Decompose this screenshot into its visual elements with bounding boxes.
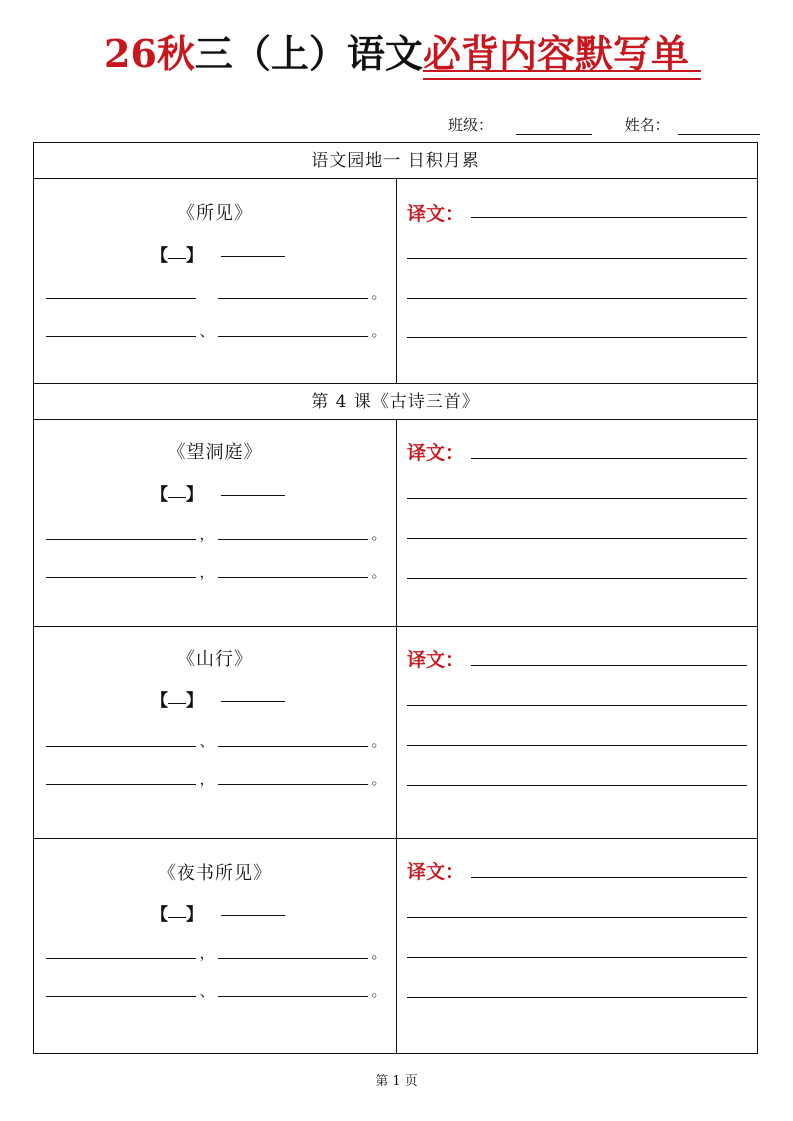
author-blank[interactable]: [168, 686, 186, 704]
verse-line-2: ， 。: [46, 562, 390, 582]
verse-blank[interactable]: [46, 524, 196, 540]
dynasty-blank[interactable]: [221, 900, 285, 916]
verse-blank[interactable]: [218, 283, 368, 299]
author-blank[interactable]: [168, 241, 186, 259]
verse-line-1: 、 。: [46, 731, 390, 751]
poem-row-2: [34, 420, 757, 627]
translation-label: 译文：: [407, 203, 465, 225]
poem-title: 《所见》: [177, 203, 253, 224]
verse-blank[interactable]: [218, 731, 368, 747]
verse-line-1: ， 。: [46, 524, 390, 544]
verse-blank[interactable]: [218, 562, 368, 578]
verse-blank[interactable]: [218, 943, 368, 959]
translation-line[interactable]: [407, 578, 747, 579]
translation-line[interactable]: [407, 997, 747, 998]
title-worksheet-name: 必背内容默写单: [423, 28, 689, 80]
dynasty-blank[interactable]: [221, 241, 285, 257]
translation-line[interactable]: [471, 877, 747, 878]
dictation-table: [33, 142, 758, 1054]
translation-label: 译文：: [407, 861, 465, 883]
section-header-1: 语文园地一 日积月累: [34, 143, 757, 179]
translation-line[interactable]: [471, 217, 747, 218]
column-divider: [396, 420, 397, 626]
dynasty-blank[interactable]: [221, 686, 285, 702]
author-line: 【 】: [151, 686, 285, 711]
class-label: 班级：: [448, 116, 494, 134]
poem-row-3: [34, 627, 757, 839]
translation-line[interactable]: [407, 258, 747, 259]
poem-title: 《望洞庭》: [167, 442, 263, 463]
translation-label: 译文：: [407, 442, 465, 464]
author-blank[interactable]: [168, 480, 186, 498]
translation-line[interactable]: [407, 538, 747, 539]
translation-line[interactable]: [407, 337, 747, 338]
title-year-season: 26秋: [104, 31, 195, 76]
verse-blank[interactable]: [46, 731, 196, 747]
section-header-2: 第 4 课《古诗三首》: [34, 384, 757, 420]
student-info: [448, 114, 760, 135]
page-title: [0, 28, 793, 80]
verse-line-1: ， 。: [46, 943, 390, 963]
verse-blank[interactable]: [46, 321, 196, 337]
translation-line[interactable]: [471, 458, 747, 459]
page-number: 第 1 页: [375, 1074, 418, 1089]
verse-line-2: ， 。: [46, 769, 390, 789]
column-divider: [396, 839, 397, 1053]
verse-blank[interactable]: [46, 943, 196, 959]
author-line: 【 】: [151, 900, 285, 925]
translation-line[interactable]: [407, 917, 747, 918]
verse-blank[interactable]: [46, 562, 196, 578]
poem-title: 《夜书所见》: [158, 863, 272, 884]
verse-line-1: 。: [46, 283, 390, 303]
translation-line[interactable]: [407, 745, 747, 746]
translation-line[interactable]: [407, 498, 747, 499]
translation-line[interactable]: [407, 957, 747, 958]
verse-blank[interactable]: [46, 981, 196, 997]
name-label: 姓名：: [624, 116, 670, 134]
author-blank[interactable]: [168, 900, 186, 918]
translation-line[interactable]: [471, 665, 747, 666]
verse-blank[interactable]: [46, 283, 196, 299]
translation-label: 译文：: [407, 649, 465, 671]
author-line: 【 】: [151, 241, 285, 266]
column-divider: [396, 179, 397, 383]
author-line: 【 】: [151, 480, 285, 505]
verse-blank[interactable]: [46, 769, 196, 785]
verse-line-2: 、 。: [46, 981, 390, 1001]
dynasty-blank[interactable]: [221, 480, 285, 496]
translation-line[interactable]: [407, 785, 747, 786]
poem-row-1: [34, 179, 757, 384]
name-field[interactable]: [678, 119, 760, 135]
poem-title: 《山行》: [177, 649, 253, 670]
verse-blank[interactable]: [218, 981, 368, 997]
column-divider: [396, 627, 397, 838]
title-grade-subject: 三（上）语文: [194, 31, 423, 76]
verse-blank[interactable]: [218, 321, 368, 337]
verse-line-2: 、 。: [46, 321, 390, 341]
poem-row-4: [34, 839, 757, 1053]
verse-blank[interactable]: [218, 769, 368, 785]
class-field[interactable]: [516, 119, 592, 135]
translation-line[interactable]: [407, 705, 747, 706]
translation-line[interactable]: [407, 298, 747, 299]
verse-blank[interactable]: [218, 524, 368, 540]
